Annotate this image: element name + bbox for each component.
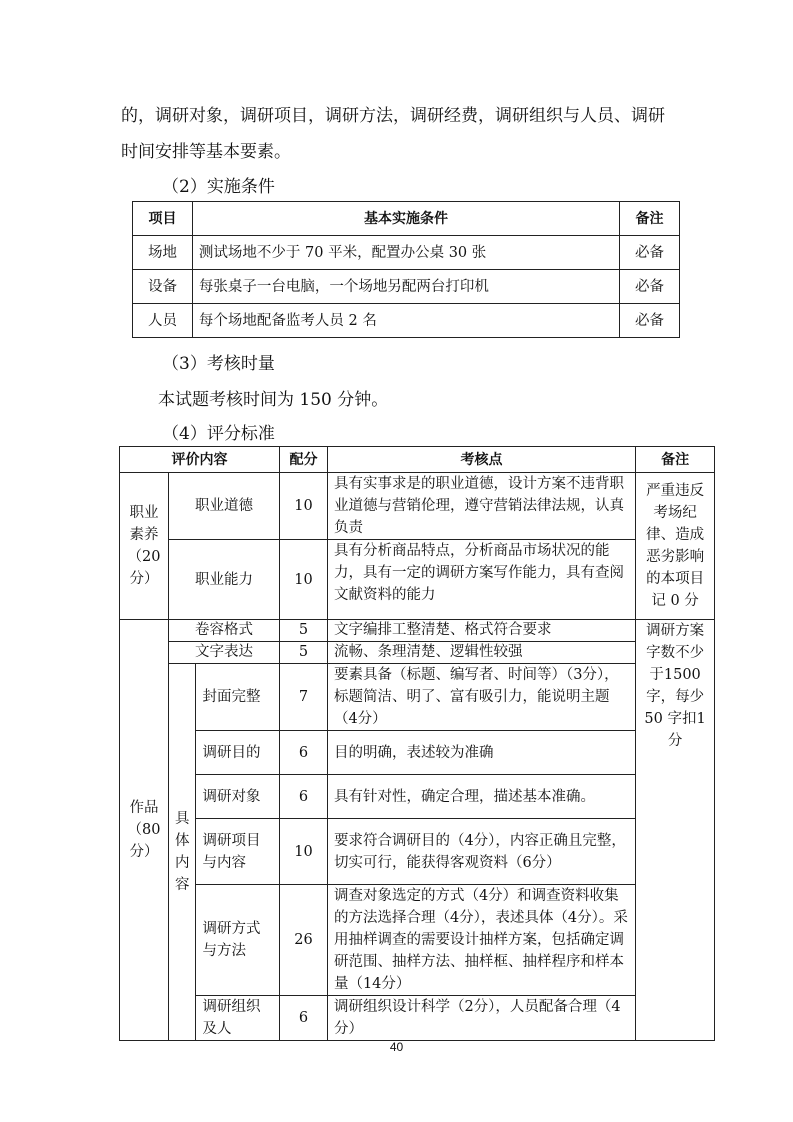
note-cell: 必备 bbox=[620, 270, 680, 304]
note-cell: 必备 bbox=[620, 236, 680, 270]
note-cell: 必备 bbox=[620, 304, 680, 338]
criterion-name: 调研项目与内容 bbox=[196, 819, 280, 885]
condition-cell: 测试场地不少于 70 平米，配置办公桌 30 张 bbox=[192, 236, 619, 270]
point-cell: 具有分析商品特点，分析商品市场状况的能力，具有一定的调研方案写作能力，具有查阅文献资料的能力 bbox=[327, 540, 635, 620]
criterion-name: 卷容格式 bbox=[168, 620, 279, 642]
section3-heading: （3）考核时量 bbox=[162, 354, 275, 374]
item-cell: 人员 bbox=[133, 304, 193, 338]
item-cell: 设备 bbox=[133, 270, 193, 304]
col-header: 考核点 bbox=[327, 447, 635, 473]
table-header-row bbox=[133, 202, 680, 236]
section3-text: 本试题考核时间为 150 分钟。 bbox=[158, 390, 389, 410]
condition-cell: 每个场地配备监考人员 2 名 bbox=[192, 304, 619, 338]
criterion-name: 封面完整 bbox=[196, 664, 280, 731]
note-cell: 严重违反考场纪律、造成恶劣影响的本项目记 0 分 bbox=[636, 473, 715, 620]
score-cell: 6 bbox=[280, 731, 328, 775]
conditions-table bbox=[132, 201, 680, 338]
table-row bbox=[133, 270, 680, 304]
note-cell: 调研方案字数不少于1500字，每少 50 字扣1分 bbox=[636, 620, 715, 1041]
table-header-row bbox=[120, 447, 715, 473]
score-cell: 6 bbox=[280, 996, 328, 1041]
col-header: 基本实施条件 bbox=[192, 202, 619, 236]
group-label: 职业素养（20分） bbox=[120, 473, 169, 620]
criterion-name: 调研目的 bbox=[196, 731, 280, 775]
criterion-name: 文字表达 bbox=[168, 642, 279, 664]
score-cell: 10 bbox=[280, 473, 328, 540]
table-row bbox=[133, 236, 680, 270]
point-cell: 要求符合调研目的（4分），内容正确且完整，切实可行，能获得客观资料（6分） bbox=[327, 819, 635, 885]
section2-heading: （2）实施条件 bbox=[162, 177, 275, 197]
criterion-name: 调研方式与方法 bbox=[196, 885, 280, 996]
point-cell: 具有针对性，确定合理，描述基本准确。 bbox=[327, 775, 635, 819]
col-header: 评价内容 bbox=[120, 447, 280, 473]
criterion-name: 职业能力 bbox=[168, 540, 279, 620]
point-cell: 文字编排工整清楚、格式符合要求 bbox=[327, 620, 635, 642]
item-cell: 场地 bbox=[133, 236, 193, 270]
score-cell: 7 bbox=[280, 664, 328, 731]
table-row bbox=[120, 996, 715, 1041]
table-row bbox=[120, 620, 715, 642]
sub-group-label: 具体内容 bbox=[168, 664, 196, 1041]
point-cell: 流畅、条理清楚、逻辑性较强 bbox=[327, 642, 635, 664]
condition-cell: 每张桌子一台电脑，一个场地另配两台打印机 bbox=[192, 270, 619, 304]
table-row bbox=[120, 819, 715, 885]
page-number: 40 bbox=[389, 1040, 404, 1054]
score-cell: 26 bbox=[280, 885, 328, 996]
table-row bbox=[120, 473, 715, 540]
point-cell: 调研组织设计科学（2分），人员配备合理（4分） bbox=[327, 996, 635, 1041]
criterion-name: 调研组织及人 bbox=[196, 996, 280, 1041]
group-label: 作品（80分） bbox=[120, 620, 169, 1041]
intro-paragraph: 的，调研对象，调研项目，调研方法，调研经费，调研组织与人员、调研时间安排等基本要素。 bbox=[121, 106, 665, 162]
criterion-name: 调研对象 bbox=[196, 775, 280, 819]
score-cell: 5 bbox=[280, 620, 328, 642]
table-row bbox=[120, 642, 715, 664]
col-header: 备注 bbox=[620, 202, 680, 236]
point-cell: 调查对象选定的方式（4分）和调查资料收集的方法选择合理（4分），表述具体（4分）。采用抽样调查的需要设计抽样方案，包括确定调研范围、抽样方法、抽样框、抽样程序和样本量（14分） bbox=[327, 885, 635, 996]
scoring-table bbox=[119, 446, 715, 1041]
table-row bbox=[120, 540, 715, 620]
score-cell: 6 bbox=[280, 775, 328, 819]
score-cell: 10 bbox=[280, 540, 328, 620]
col-header: 配分 bbox=[280, 447, 328, 473]
table-row bbox=[120, 664, 715, 731]
criterion-name: 职业道德 bbox=[168, 473, 279, 540]
table-row bbox=[120, 885, 715, 996]
point-cell: 目的明确，表述较为准确 bbox=[327, 731, 635, 775]
point-cell: 具有实事求是的职业道德，设计方案不违背职业道德与营销伦理，遵守营销法律法规，认真负责 bbox=[327, 473, 635, 540]
score-cell: 5 bbox=[280, 642, 328, 664]
col-header: 项目 bbox=[133, 202, 193, 236]
col-header: 备注 bbox=[636, 447, 715, 473]
section4-heading: （4）评分标准 bbox=[162, 424, 275, 444]
table-row bbox=[133, 304, 680, 338]
score-cell: 10 bbox=[280, 819, 328, 885]
point-cell: 要素具备（标题、编写者、时间等）（3分），标题简洁、明了、富有吸引力，能说明主题（4分） bbox=[327, 664, 635, 731]
table-row bbox=[120, 731, 715, 775]
table-row bbox=[120, 775, 715, 819]
